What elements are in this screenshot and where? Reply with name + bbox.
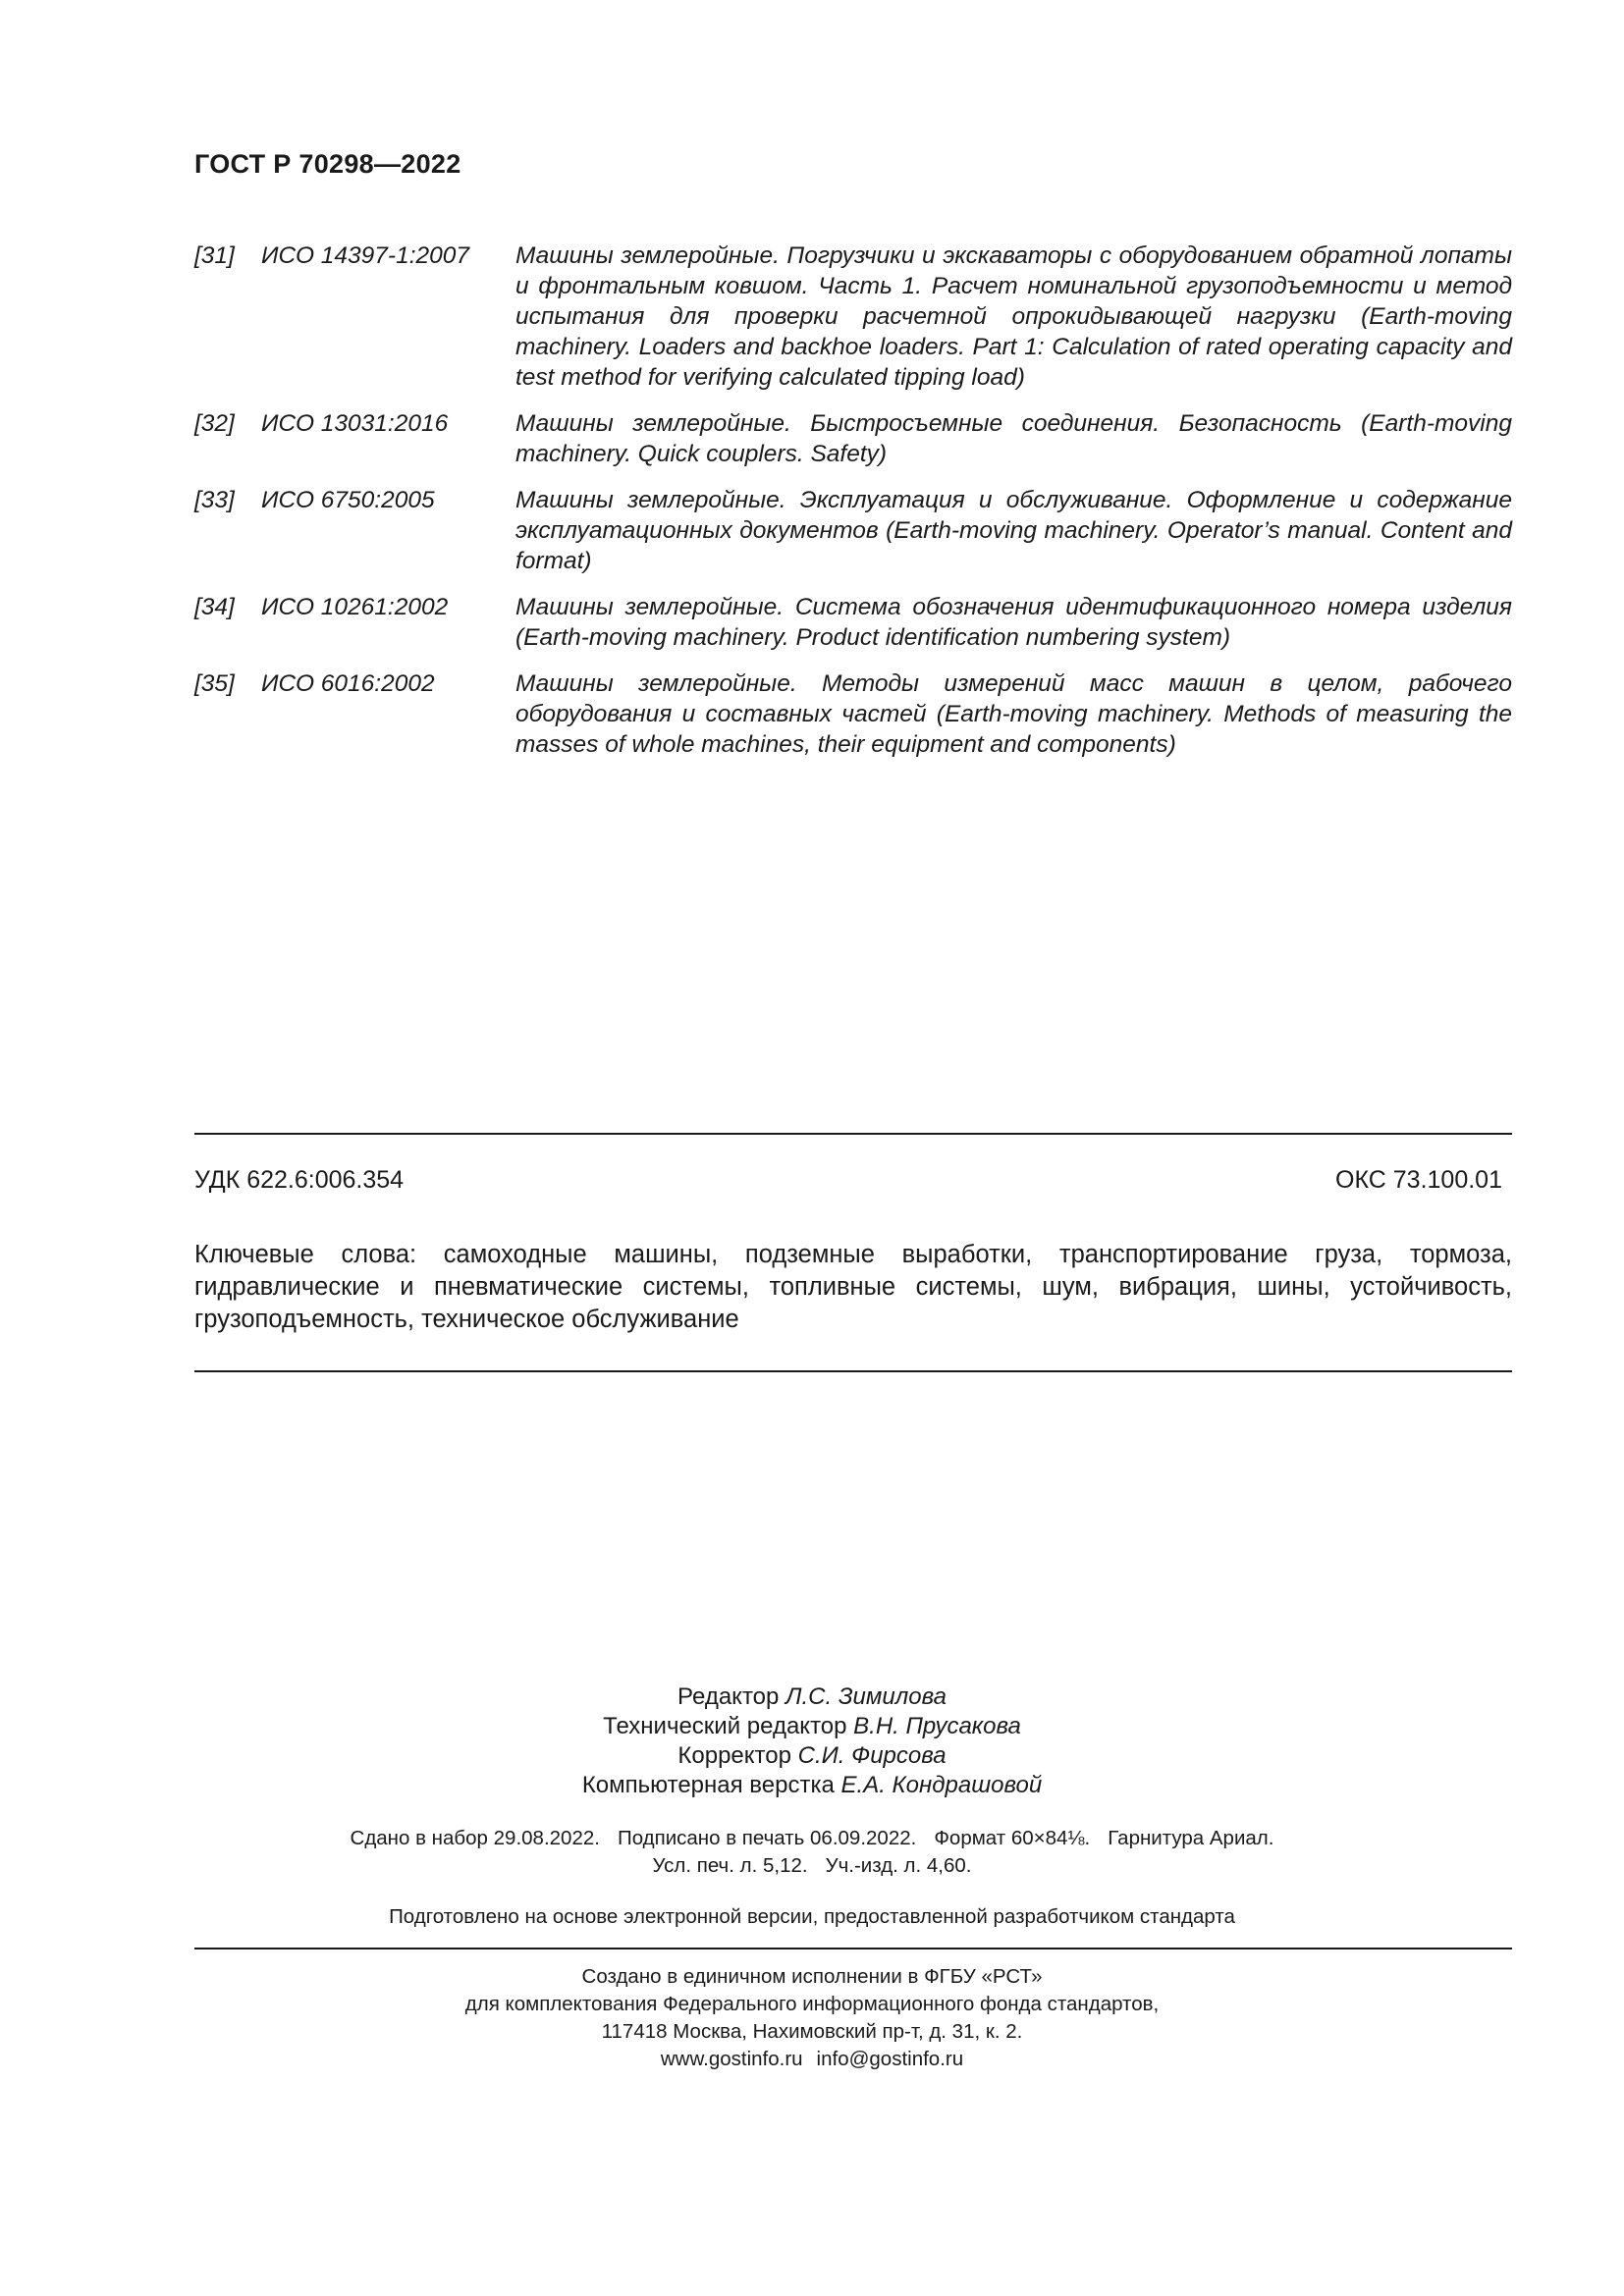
divider-top	[194, 1133, 1512, 1135]
divider-keywords	[194, 1370, 1512, 1372]
keywords-paragraph: Ключевые слова: самоходные машины, подземные выработки, транспортирование груза, тормоза, гидравлические и пневматические системы, топливные системы, шум, вибрация, шины, устойчивость, грузоподъемность, техническое обслуживание	[194, 1241, 1512, 1333]
reference-item	[194, 485, 1512, 576]
print-submitted: Сдано в набор 29.08.2022.	[350, 1827, 600, 1849]
credit-line	[0, 1741, 1624, 1771]
created-line: для комплектования Федерального информационного фонда стандартов,	[464, 1993, 1160, 2015]
reference-item	[194, 668, 1512, 760]
print-info-line	[0, 1852, 1624, 1880]
print-info	[0, 1825, 1624, 1880]
credit-person: В.Н. Прусакова	[853, 1713, 1021, 1739]
reference-number: [33]	[194, 487, 235, 513]
created-address: 117418 Москва, Нахимовский пр-т, д. 31, к. 2.	[601, 2020, 1023, 2043]
reference-code: ИСО 6016:2002	[261, 670, 435, 697]
udk-code: УДК 622.6:006.354	[194, 1166, 405, 1194]
created-line: Создано в единичном исполнении в ФГБУ «РСТ»	[581, 1965, 1043, 1988]
reference-number: [34]	[194, 594, 235, 620]
email-link[interactable]: info@gostinfo.ru	[816, 2048, 964, 2070]
created-block	[0, 1963, 1624, 2073]
bibliography-list	[194, 240, 1512, 775]
reference-title: Машины землеройные. Методы измерений масс машин в целом, рабочего оборудования и составных частей (Earth-moving machinery. Methods of measuring the masses of whole machines, their equipment and components)	[515, 670, 1512, 758]
divider-bottom	[194, 1948, 1512, 1949]
standard-header: ГОСТ Р 70298—2022	[194, 149, 461, 179]
reference-title: Машины землеройные. Погрузчики и экскаваторы с оборудованием обратной лопаты и фронтальным ковшом. Часть 1. Расчет номинальной грузоподъемности и метод испытания для проверки расчетной опрокидывающей нагрузки (Earth-moving machinery. Loaders and backhoe loaders. Part 1: Calculation of rated operating capacity and test method for verifying calculated tipping load)	[515, 242, 1512, 391]
reference-number: [35]	[194, 670, 235, 697]
reference-item	[194, 240, 1512, 393]
print-typeface: Гарнитура Ариал.	[1108, 1827, 1274, 1849]
credit-role: Компьютерная верстка	[581, 1772, 835, 1798]
credit-line	[0, 1682, 1624, 1712]
oks-code: ОКС 73.100.01	[1335, 1166, 1502, 1194]
reference-code: ИСО 6750:2005	[261, 487, 435, 513]
credit-person: Л.С. Зимилова	[785, 1683, 947, 1710]
credit-line	[0, 1771, 1624, 1800]
credit-person: С.И. Фирсова	[797, 1742, 947, 1769]
reference-item	[194, 592, 1512, 653]
print-info-line	[0, 1825, 1624, 1852]
reference-code: ИСО 10261:2002	[261, 594, 449, 620]
credit-person: Е.А. Кондрашовой	[840, 1772, 1043, 1798]
credit-role: Технический редактор	[603, 1713, 847, 1739]
reference-number: [32]	[194, 410, 235, 437]
reference-title: Машины землеройные. Эксплуатация и обслуживание. Оформление и содержание эксплуатационных документов (Earth-moving machinery. Operator’s manual. Content and format)	[515, 487, 1512, 574]
reference-title: Машины землеройные. Система обозначения идентификационного номера изделия (Earth-moving machinery. Product identification numbering system)	[515, 594, 1512, 651]
created-contacts	[0, 2046, 1624, 2073]
reference-item	[194, 408, 1512, 469]
reference-code: ИСО 14397-1:2007	[261, 242, 470, 269]
reference-number: [31]	[194, 242, 235, 269]
credit-role: Корректор	[677, 1742, 791, 1769]
print-edition-sheets: Уч.-изд. л. 4,60.	[825, 1854, 972, 1877]
credit-line	[0, 1712, 1624, 1741]
print-sheets: Усл. печ. л. 5,12.	[652, 1854, 808, 1877]
website-link[interactable]: www.gostinfo.ru	[660, 2048, 803, 2070]
print-signed: Подписано в печать 06.09.2022.	[617, 1827, 917, 1849]
prepared-note: Подготовлено на основе электронной версии, предоставленной разработчиком стандарта	[389, 1905, 1235, 1928]
credit-role: Редактор	[677, 1683, 780, 1710]
print-format: Формат 60×84⅛.	[934, 1827, 1091, 1849]
reference-title: Машины землеройные. Быстросъемные соединения. Безопасность (Earth-moving machinery. Quick couplers. Safety)	[515, 410, 1512, 467]
reference-code: ИСО 13031:2016	[261, 410, 449, 437]
credits-block	[0, 1682, 1624, 1800]
